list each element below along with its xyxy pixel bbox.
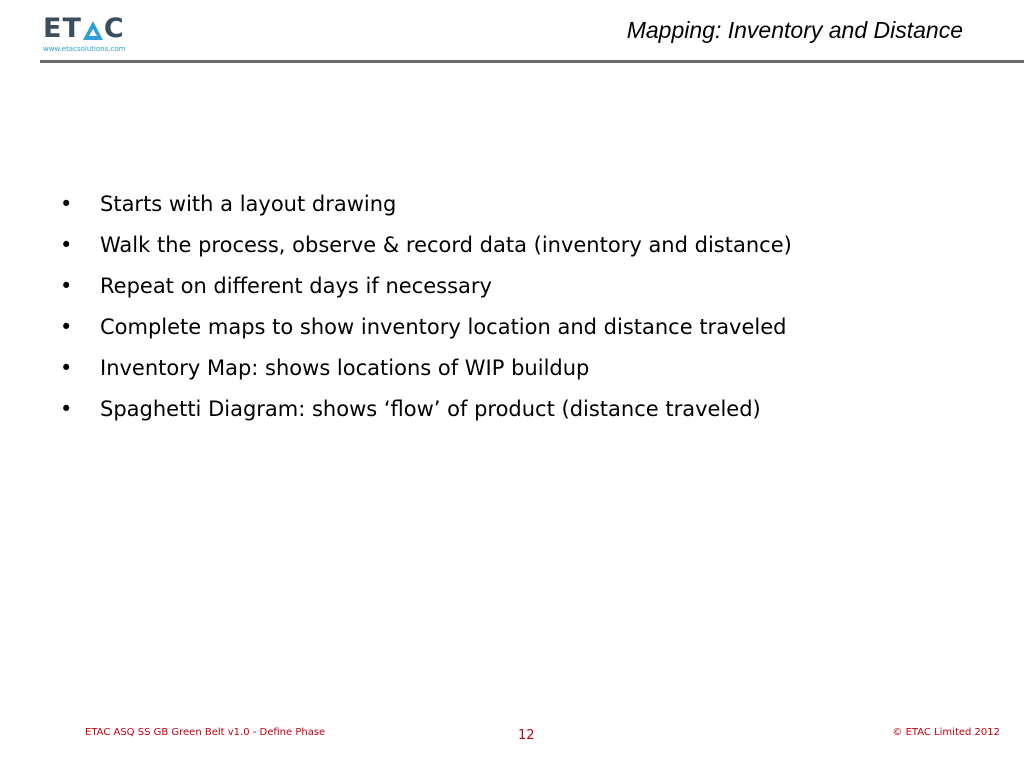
bullet-item: [60, 348, 980, 389]
logo-url: www.etacsolutions.com: [43, 45, 126, 53]
etac-logo: [43, 14, 133, 60]
bullet-dot: •: [60, 274, 73, 298]
logo-text-right: C: [103, 13, 125, 44]
bullet-item: [60, 307, 980, 348]
bullet-dot: •: [60, 315, 73, 339]
footer-course-label: ETAC ASQ SS GB Green Belt v1.0 - Define Phase: [85, 727, 326, 738]
bullet-item: [60, 266, 980, 307]
bullet-text: Walk the process, observe & record data (inventory and distance): [100, 233, 792, 257]
bullet-dot: •: [60, 356, 73, 380]
logo-text-left: ET: [43, 13, 82, 44]
slide-title: Mapping: Inventory and Distance: [626, 17, 963, 43]
bullet-text: Spaghetti Diagram: shows ‘flow’ of product (distance traveled): [100, 397, 761, 421]
logo-wordmark: [43, 14, 133, 44]
bullet-text: Inventory Map: shows locations of WIP buildup: [100, 356, 590, 380]
bullet-list: [60, 184, 980, 430]
bullet-text: Complete maps to show inventory location and distance traveled: [100, 315, 787, 339]
logo-triangle-icon: [83, 21, 103, 40]
page-number: 12: [518, 728, 535, 743]
bullet-dot: •: [60, 192, 73, 216]
bullet-text: Repeat on different days if necessary: [100, 274, 492, 298]
footer-copyright: © ETAC Limited 2012: [892, 727, 1000, 738]
bullet-item: [60, 389, 980, 430]
bullet-dot: •: [60, 233, 73, 257]
bullet-dot: •: [60, 397, 73, 421]
bullet-item: [60, 184, 980, 225]
bullet-text: Starts with a layout drawing: [100, 192, 397, 216]
header-divider: [40, 60, 1024, 63]
bullet-item: [60, 225, 980, 266]
